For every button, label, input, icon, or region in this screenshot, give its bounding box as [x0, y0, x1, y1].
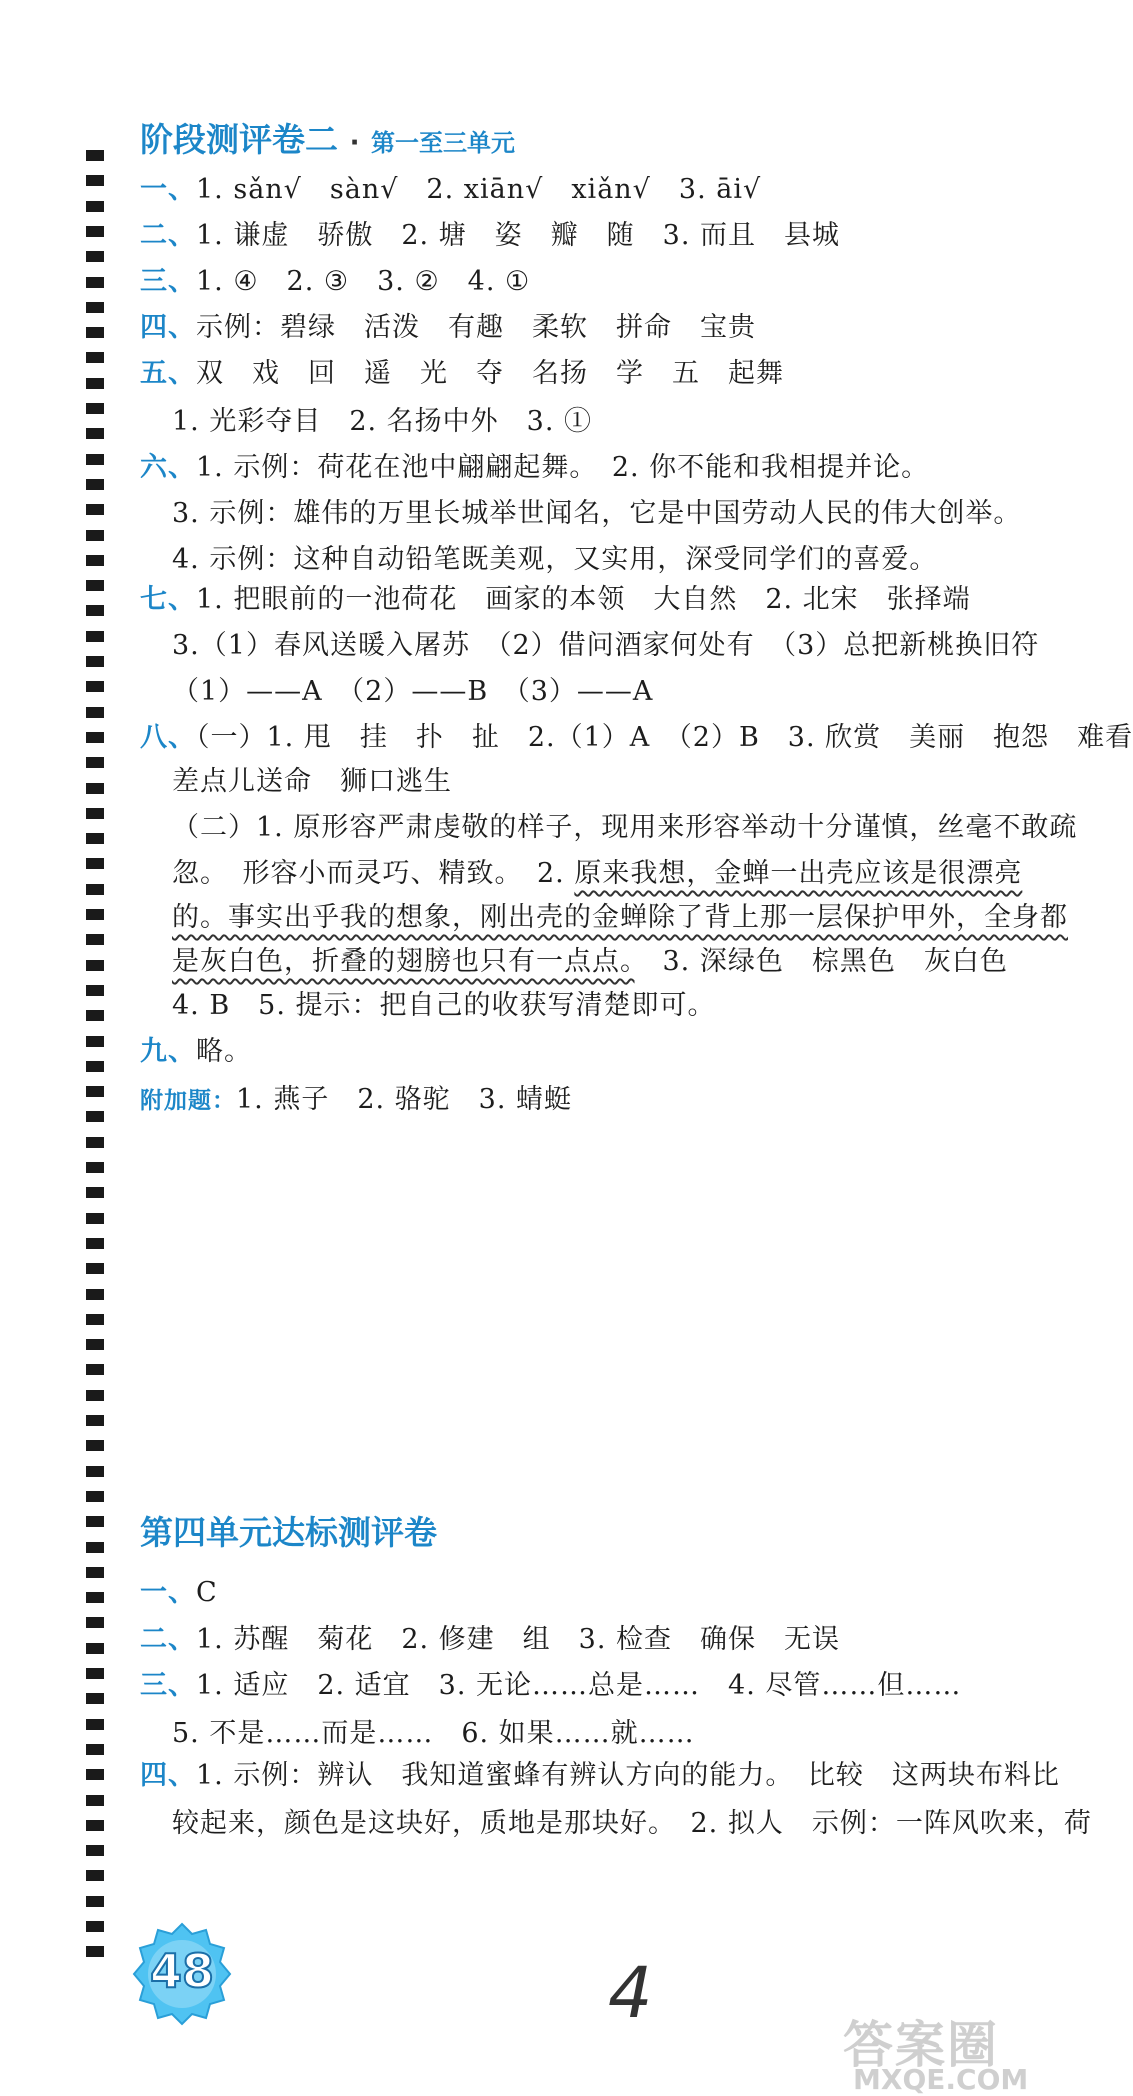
handwritten-mark: 4 [608, 1952, 653, 2034]
page-number-badge [130, 1922, 234, 2026]
answer-text: 忽。 形容小而灵巧、精致。 2. [172, 858, 575, 889]
answer-line [172, 628, 1039, 664]
binding-mark [86, 757, 104, 768]
answer-line [140, 172, 761, 208]
binding-mark [86, 352, 104, 363]
answer-line [140, 1622, 840, 1658]
page-number: 48 [149, 1944, 214, 1998]
question-number: 二、 [140, 220, 196, 251]
binding-margin-marks [86, 150, 104, 1980]
answer-text: 1. 谦虚 骄傲 2. 塘 姿 瓣 随 3. 而且 县城 [196, 220, 841, 251]
answer-text: 1. 示例：辨认 我知道蜜蜂有辨认方向的能力。 比较 这两块布料比 [196, 1760, 1060, 1791]
answer-line [172, 496, 1021, 532]
answer-text: 1. sǎn√ sàn√ 2. xiān√ xiǎn√ 3. āi√ [196, 174, 762, 205]
answer-line [172, 856, 1022, 892]
binding-mark [86, 631, 104, 642]
answer-line [172, 404, 592, 440]
binding-mark [86, 909, 104, 920]
answer-line [172, 674, 653, 710]
binding-mark [86, 1643, 104, 1654]
question-number: 一、 [140, 1577, 196, 1608]
binding-mark [86, 808, 104, 819]
binding-mark [86, 1314, 104, 1325]
binding-mark [86, 1719, 104, 1730]
binding-mark [86, 732, 104, 743]
watermark-logo-text: 答案圈 [843, 2016, 999, 2074]
binding-mark [86, 1820, 104, 1831]
answer-text: 4. B 5. 提示：把自己的收获写清楚即可。 [172, 990, 716, 1021]
binding-mark [86, 1466, 104, 1477]
binding-mark [86, 530, 104, 541]
answer-text: 4. 示例：这种自动铅笔既美观，又实用，深受同学们的喜爱。 [172, 544, 938, 575]
binding-mark [86, 1036, 104, 1047]
question-number: 一、 [140, 174, 196, 205]
binding-mark [86, 858, 104, 869]
binding-mark [86, 1592, 104, 1603]
binding-mark [86, 1390, 104, 1401]
answer-text: 较起来，颜色是这块好，质地是那块好。 2. 拟人 示例：一阵风吹来，荷 [172, 1808, 1092, 1839]
question-number: 九、 [140, 1036, 196, 1067]
binding-mark [86, 454, 104, 465]
binding-mark [86, 1896, 104, 1907]
wavy-underlined-text: 的。事实出乎我的想象，刚出壳的金蝉除了背上那一层保护甲外，全身都 [172, 902, 1068, 933]
binding-mark [86, 1744, 104, 1755]
binding-mark [86, 1086, 104, 1097]
answer-text: 1. 适应 2. 适宜 3. 无论……总是…… 4. 尽管……但…… [196, 1670, 962, 1701]
binding-mark [86, 1440, 104, 1451]
answer-text: 差点儿送命 狮口逃生 [172, 766, 452, 797]
answer-line [140, 356, 784, 392]
answer-line [140, 720, 1133, 756]
binding-mark [86, 226, 104, 237]
answer-text: 1. 示例：荷花在池中翩翩起舞。 2. 你不能和我相提并论。 [196, 452, 930, 483]
answer-line [140, 218, 840, 254]
binding-mark [86, 504, 104, 515]
binding-mark [86, 1542, 104, 1553]
answer-line [172, 764, 452, 800]
binding-mark [86, 1617, 104, 1628]
section1-header [140, 114, 515, 161]
section1-dot: · [349, 128, 360, 158]
binding-mark [86, 479, 104, 490]
binding-mark [86, 681, 104, 692]
binding-mark [86, 403, 104, 414]
answer-line [140, 582, 971, 618]
question-number: 四、 [140, 1760, 196, 1791]
binding-mark [86, 251, 104, 262]
binding-mark [86, 1187, 104, 1198]
binding-mark [86, 605, 104, 616]
answer-line [172, 1716, 695, 1752]
binding-mark [86, 707, 104, 718]
binding-mark [86, 555, 104, 566]
answer-line [172, 542, 937, 578]
binding-mark [86, 378, 104, 389]
binding-mark [86, 1567, 104, 1578]
binding-mark [86, 277, 104, 288]
binding-mark [86, 1769, 104, 1780]
answer-line [172, 944, 1008, 980]
answer-line [140, 450, 929, 486]
wavy-underlined-text: 原来我想，金蝉一出壳应该是很漂亮 [574, 858, 1023, 889]
binding-mark [86, 1289, 104, 1300]
binding-mark [86, 1693, 104, 1704]
question-number: 五、 [140, 358, 196, 389]
answer-text: 3. 示例：雄伟的万里长城举世闻名，它是中国劳动人民的伟大创举。 [172, 498, 1022, 529]
question-number: 六、 [140, 452, 196, 483]
answer-line [140, 1668, 961, 1704]
binding-mark [86, 783, 104, 794]
binding-mark [86, 1263, 104, 1274]
answer-line [172, 1806, 1092, 1842]
binding-mark [86, 1516, 104, 1527]
binding-mark [86, 833, 104, 844]
answer-text: 1. 把眼前的一池荷花 画家的本领 大自然 2. 北宋 张择端 [196, 584, 971, 615]
answer-text: 1. 光彩夺目 2. 名扬中外 3. ① [172, 406, 593, 437]
wavy-underlined-text: 是灰白色，折叠的翅膀也只有一点点。 [172, 946, 635, 977]
binding-mark [86, 1845, 104, 1856]
binding-mark [86, 884, 104, 895]
answer-text: 3. 深绿色 棕黑色 灰白色 [634, 946, 1008, 977]
binding-mark [86, 1061, 104, 1072]
binding-mark [86, 1946, 104, 1957]
question-number: 七、 [140, 584, 196, 615]
binding-mark [86, 150, 104, 161]
binding-mark [86, 1921, 104, 1932]
answer-text: 1. 燕子 2. 骆驼 3. 蜻蜓 [236, 1084, 573, 1115]
answer-text: 略。 [196, 1036, 252, 1067]
answer-line [172, 810, 1077, 846]
binding-mark [86, 1238, 104, 1249]
binding-mark [86, 327, 104, 338]
answer-text: （1）——A （2）——B （3）——A [172, 676, 654, 707]
binding-mark [86, 1870, 104, 1881]
answer-text: 示例：碧绿 活泼 有趣 柔软 拼命 宝贵 [196, 312, 756, 343]
answer-line [140, 1758, 1060, 1794]
answer-text: 双 戏 回 遥 光 夺 名扬 学 五 起舞 [196, 358, 784, 389]
section1-title: 阶段测评卷二 [140, 120, 338, 159]
binding-mark [86, 1415, 104, 1426]
binding-mark [86, 1162, 104, 1173]
binding-mark [86, 1111, 104, 1122]
answer-line [140, 310, 756, 346]
question-number: 附加题： [140, 1087, 236, 1114]
binding-mark [86, 1010, 104, 1021]
binding-mark [86, 1339, 104, 1350]
binding-mark [86, 656, 104, 667]
binding-mark [86, 1491, 104, 1502]
binding-mark [86, 934, 104, 945]
answer-text: （一）1. 甩 挂 扑 扯 2.（1）A （2）B 3. 欣赏 美丽 抱怨 难看 [196, 722, 1133, 753]
answer-text: 1. ④ 2. ③ 3. ② 4. ① [196, 266, 531, 297]
binding-mark [86, 175, 104, 186]
answer-line [140, 1575, 218, 1611]
binding-mark [86, 985, 104, 996]
binding-mark [86, 1668, 104, 1679]
answer-text: 5. 不是……而是…… 6. 如果……就…… [172, 1718, 695, 1749]
question-number: 三、 [140, 266, 196, 297]
section1-subtitle: 第一至三单元 [371, 129, 516, 157]
binding-mark [86, 201, 104, 212]
answer-text: 3.（1）春风送暖入屠苏 （2）借问酒家何处有 （3）总把新桃换旧符 [172, 630, 1040, 661]
binding-mark [86, 1213, 104, 1224]
question-number: 三、 [140, 1670, 196, 1701]
answer-line [172, 900, 1068, 936]
answer-text: C [196, 1577, 218, 1608]
question-number: 四、 [140, 312, 196, 343]
answer-line [140, 1082, 572, 1119]
question-number: 八、 [140, 722, 196, 753]
answer-text: 1. 苏醒 菊花 2. 修建 组 3. 检查 确保 无误 [196, 1624, 841, 1655]
answer-line [140, 1034, 252, 1070]
binding-mark [86, 580, 104, 591]
section2-title: 第四单元达标测评卷 [140, 1513, 437, 1552]
question-number: 二、 [140, 1624, 196, 1655]
watermark [843, 2005, 1029, 2096]
binding-mark [86, 1795, 104, 1806]
binding-mark [86, 1364, 104, 1375]
binding-mark [86, 960, 104, 971]
answer-text: （二）1. 原形容严肃虔敬的样子，现用来形容举动十分谨慎，丝毫不敢疏 [172, 812, 1078, 843]
binding-mark [86, 1137, 104, 1148]
watermark-url: MXQE.COM [853, 2063, 1029, 2096]
answer-line [172, 988, 716, 1024]
binding-mark [86, 428, 104, 439]
binding-mark [86, 302, 104, 313]
answer-line [140, 264, 530, 300]
